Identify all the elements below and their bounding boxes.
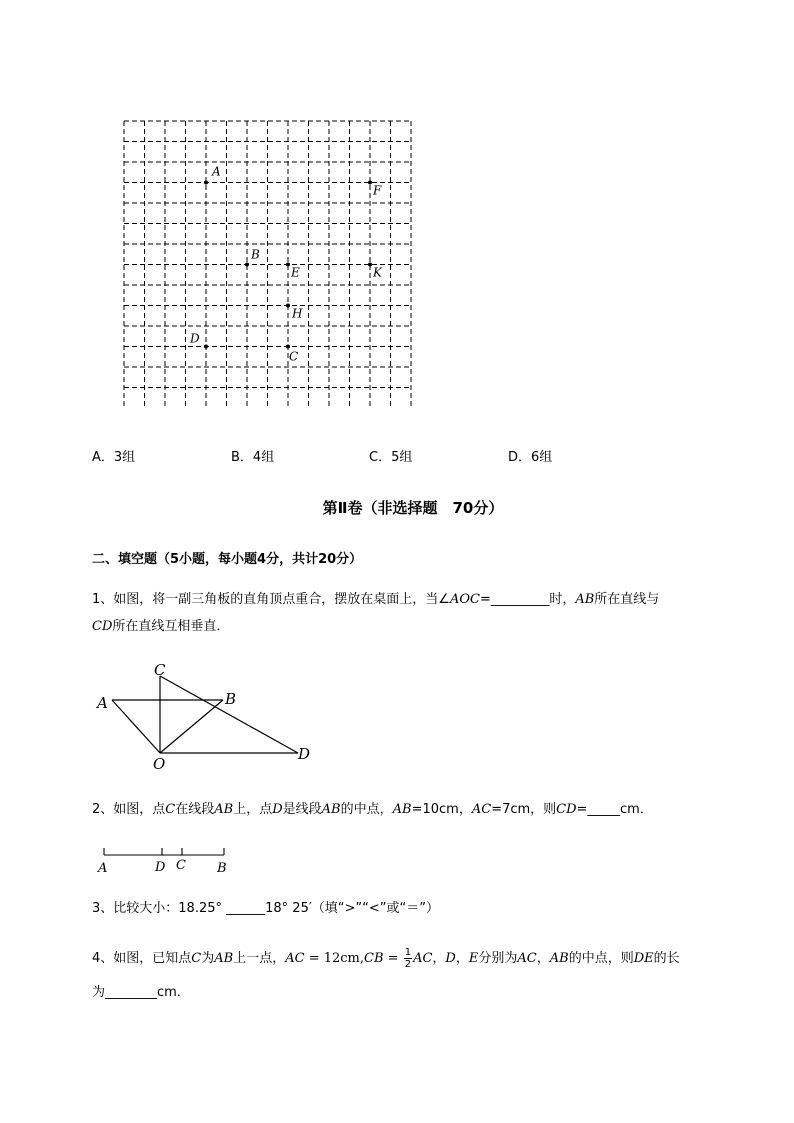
label-d: D [155, 860, 166, 875]
label-c: C [154, 661, 166, 679]
q2-point-c: C [165, 802, 176, 817]
question-4-line-2: 为________cm． [92, 985, 190, 1000]
label-d: D [298, 745, 311, 763]
q4-seg-cb: CB [364, 951, 384, 966]
q4-seg-ac: AC [285, 951, 305, 966]
q4-point-d: D [445, 951, 456, 966]
point-e [286, 263, 290, 267]
point-label-h: H [292, 306, 303, 321]
segment-figure [92, 842, 242, 878]
dashed-grid [124, 121, 411, 406]
fraction-denominator: 2 [404, 959, 412, 970]
q4-text: 的中点，则 [568, 951, 634, 966]
question-4-line-1 [92, 947, 680, 970]
q2-text: 2、如图，点 [92, 802, 166, 817]
point-h [286, 304, 290, 308]
option-b[interactable]: B．4组 [231, 450, 275, 465]
q1-text: 1、如图，将一副三角板的直角顶点重合，摆放在桌面上，当∠ [92, 592, 450, 607]
q4-point-c: C [191, 951, 202, 966]
point-label-f: F [373, 183, 382, 198]
q2-seg-ab: AB [321, 802, 341, 817]
point-label-d: D [190, 331, 200, 346]
q2-seg-ab: AB [392, 802, 412, 817]
q2-seg-ac: AC [471, 802, 492, 817]
segment-bo [160, 700, 223, 753]
q1-seg-ab: AB [575, 592, 595, 607]
q4-seg-de: DE [633, 951, 654, 966]
q2-text: 在线段 [175, 802, 215, 817]
point-label-b: B [251, 247, 260, 262]
part-title: 第Ⅱ卷（非选择题 70分） [322, 499, 504, 517]
point-d [204, 345, 208, 349]
label-c: C [176, 858, 186, 873]
q4-text: 上一点， [233, 951, 286, 966]
grid-figure [118, 116, 418, 406]
label-b: B [225, 690, 237, 708]
point-label-c: C [289, 349, 299, 364]
question-2 [92, 800, 653, 820]
q2-point-d: D [272, 802, 283, 817]
question-1-line-1 [92, 590, 659, 610]
q4-text: 的长 [653, 951, 680, 966]
question-3: 3、比较大小：18.25° ______18° 25′（填“>”“<”或“＝”） [92, 901, 439, 916]
point-b [245, 263, 249, 267]
option-d[interactable]: D．6组 [508, 450, 553, 465]
point-a [204, 181, 208, 185]
q1-blank: =_________时， [479, 592, 576, 607]
point-f [368, 181, 372, 185]
label-o: O [153, 755, 166, 773]
option-c[interactable]: C．5组 [369, 450, 413, 465]
q2-text: =10cm， [411, 802, 472, 817]
triangles-figure [92, 660, 332, 775]
segment-cd [160, 676, 298, 753]
q4-text: 4、如图，已知点 [92, 951, 192, 966]
q2-text: 上，点 [233, 802, 273, 817]
point-label-k: K [373, 265, 382, 280]
q2-text: 的中点， [340, 802, 393, 817]
q1-text-2: 所在直线与 [594, 592, 660, 607]
section-title: 二、填空题（5小题，每小题4分，共计20分） [92, 552, 363, 567]
q2-blank: =_____cm． [576, 802, 653, 817]
point-k [368, 263, 372, 267]
q4-point-e: E [468, 951, 479, 966]
point-label-a: A [212, 164, 221, 179]
q1-angle: AOC [449, 592, 480, 607]
q4-seg-ab: AB [549, 951, 569, 966]
q2-text: 是线段 [282, 802, 322, 817]
q4-seg-ac: AC [413, 951, 433, 966]
label-a: A [98, 861, 108, 876]
q4-seg-ac: AC [517, 951, 537, 966]
q2-text: =7cm，则 [491, 802, 557, 817]
q2-seg-cd: CD [556, 802, 577, 817]
q4-seg-ab: AB [214, 951, 234, 966]
q1-seg-cd: CD [92, 619, 113, 634]
q4-equals: = [383, 951, 403, 966]
point-c [286, 345, 290, 349]
label-b: B [217, 861, 227, 876]
q4-text: ， [536, 951, 550, 966]
point-label-e: E [291, 265, 300, 280]
label-a: A [97, 694, 108, 712]
option-a[interactable]: A．3组 [92, 450, 136, 465]
fraction-numerator: 1 [404, 947, 412, 958]
q4-text: ， [455, 951, 469, 966]
question-1-line-2 [92, 617, 229, 637]
q2-seg-ab: AB [214, 802, 234, 817]
q4-value: = 12cm, [304, 951, 365, 966]
q1-text-3: 所在直线互相垂直． [112, 619, 230, 634]
q4-text: ， [432, 951, 446, 966]
segment-ao [112, 700, 160, 753]
q4-text: 分别为 [478, 951, 518, 966]
q4-text: 为 [201, 951, 215, 966]
fraction-one-half [404, 947, 412, 970]
